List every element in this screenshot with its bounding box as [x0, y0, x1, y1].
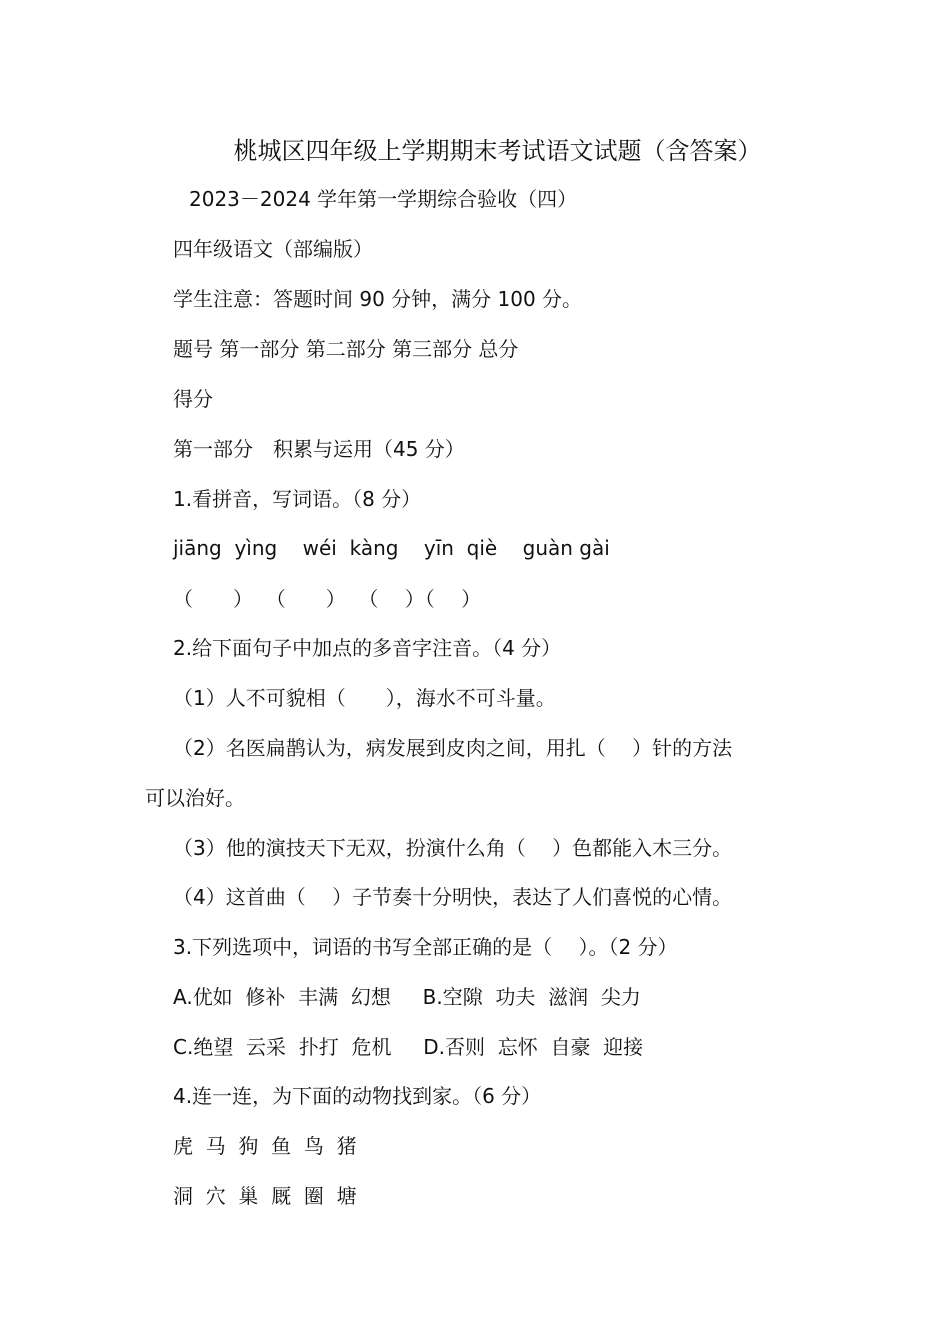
question-3-options-ab: A.优如 修补 丰满 幻想 B.空隙 功夫 滋润 尖力 [173, 985, 641, 1009]
question-3: 3.下列选项中，词语的书写全部正确的是（ ）。（2 分） [173, 935, 678, 959]
document-title: 桃城区四年级上学期期末考试语文试题（含答案） [233, 137, 762, 165]
question-2-item-2-continued: 可以治好。 [145, 786, 245, 810]
question-3-options-cd: C.绝望 云采 扑打 危机 D.否则 忘怀 自豪 迎接 [173, 1035, 644, 1059]
grade-subject-line: 四年级语文（部编版） [173, 237, 373, 261]
question-2-item-1: （1）人不可貌相（ ），海水不可斗量。 [173, 686, 556, 710]
animals-row: 虎 马 狗 鱼 鸟 猪 [173, 1134, 357, 1158]
question-1: 1.看拼音，写词语。（8 分） [173, 487, 422, 511]
question-2-item-2: （2）名医扁鹊认为，病发展到皮肉之间，用扎（ ）针的方法 [173, 736, 733, 760]
question-2-item-4: （4）这首曲（ ）子节奏十分明快，表达了人们喜悦的心情。 [173, 885, 733, 909]
homes-row: 洞 穴 巢 厩 圈 塘 [173, 1184, 357, 1208]
pinyin-line: jiāng yìng wéi kàng yīn qiè guàn gài [173, 536, 610, 560]
answer-blanks-line: （ ） （ ） （ ）（ ） [173, 587, 482, 611]
question-2-item-3: （3）他的演技天下无双，扮演什么角（ ）色都能入木三分。 [173, 836, 733, 860]
question-2: 2.给下面句子中加点的多音字注音。（4 分） [173, 636, 562, 660]
student-notice-line: 学生注意：答题时间 90 分钟，满分 100 分。 [173, 287, 583, 311]
question-4: 4.连一连，为下面的动物找到家。（6 分） [173, 1084, 542, 1108]
school-year-line: 2023－2024 学年第一学期综合验收（四） [189, 187, 578, 211]
section-heading: 第一部分 积累与运用（45 分） [173, 437, 465, 461]
score-table-header: 题号 第一部分 第二部分 第三部分 总分 [173, 337, 519, 361]
score-table-row: 得分 [173, 387, 213, 411]
